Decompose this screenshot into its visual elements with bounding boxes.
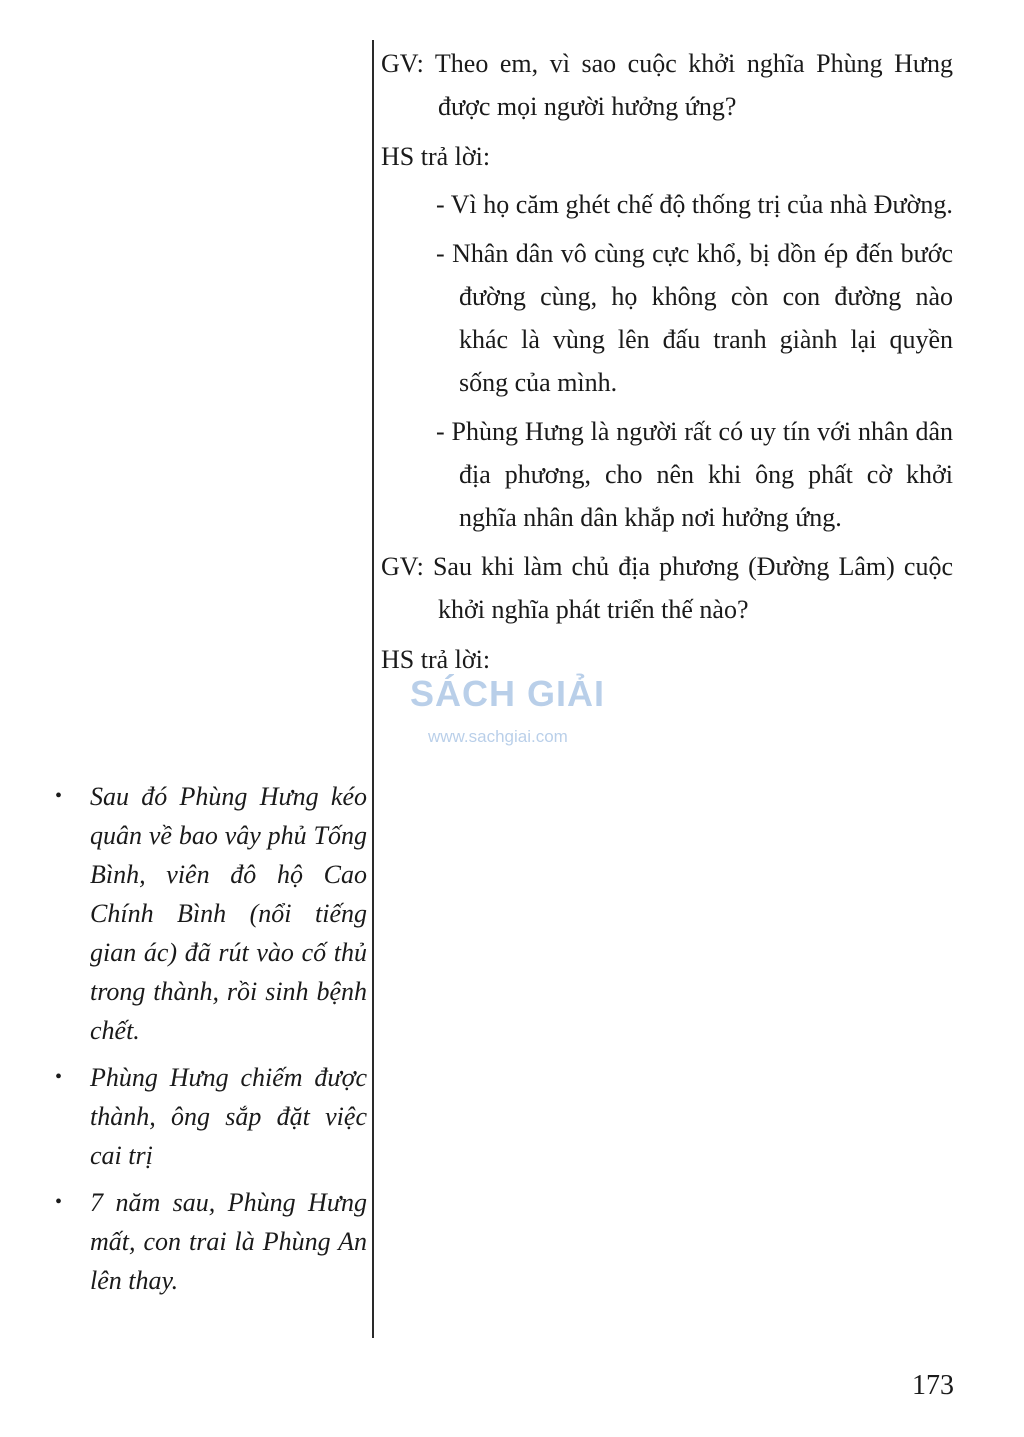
margin-note-text: Phùng Hưng chiếm được thành, ông sắp đặt việc cai trị bbox=[90, 1063, 367, 1170]
margin-note-text: 7 năm sau, Phùng Hưng mất, con trai là Phùng An lên thay. bbox=[90, 1188, 367, 1295]
page-number: 173 bbox=[912, 1370, 954, 1401]
margin-note-text: Sau đó Phùng Hưng kéo quân về bao vây phủ Tống Bình, viên đô hộ Cao Chính Bình (nổi tiếng gian ác) đã rút vào cố thủ trong thành, rồi sinh bệnh chết. bbox=[90, 782, 367, 1045]
bullet-icon: • bbox=[55, 785, 63, 807]
margin-note bbox=[55, 777, 367, 1050]
main-column bbox=[381, 42, 953, 688]
column-divider bbox=[372, 40, 374, 1338]
watermark-url: www.sachgiai.com bbox=[428, 727, 568, 746]
answer-item-1: - Vì họ căm ghét chế độ thống trị của nhà Đường. bbox=[436, 190, 953, 219]
margin-note bbox=[55, 1183, 367, 1300]
answer-item-2: - Nhân dân vô cùng cực khổ, bị dồn ép đến bước đường cùng, họ không còn con đường nào khác là vùng lên đấu tranh giành lại quyền sống của mình. bbox=[436, 239, 953, 397]
margin-notes bbox=[55, 777, 367, 1308]
teacher-question-2: GV: Sau khi làm chủ địa phương (Đường Lâm) cuộc khởi nghĩa phát triển thế nào? bbox=[381, 552, 953, 624]
bullet-icon: • bbox=[55, 1191, 63, 1213]
margin-note bbox=[55, 1058, 367, 1175]
student-answer-label-1: HS trả lời: bbox=[381, 142, 491, 171]
watermark bbox=[410, 673, 610, 763]
bullet-icon: • bbox=[55, 1066, 63, 1088]
teacher-question-1: GV: Theo em, vì sao cuộc khởi nghĩa Phùng Hưng được mọi người hưởng ứng? bbox=[381, 49, 953, 121]
student-answer-label-2: HS trả lời: bbox=[381, 645, 491, 674]
watermark-brand: SÁCH GIẢI bbox=[410, 673, 606, 714]
answer-item-3: - Phùng Hưng là người rất có uy tín với nhân dân địa phương, cho nên khi ông phất cờ khởi nghĩa nhân dân khắp nơi hưởng ứng. bbox=[436, 417, 953, 532]
